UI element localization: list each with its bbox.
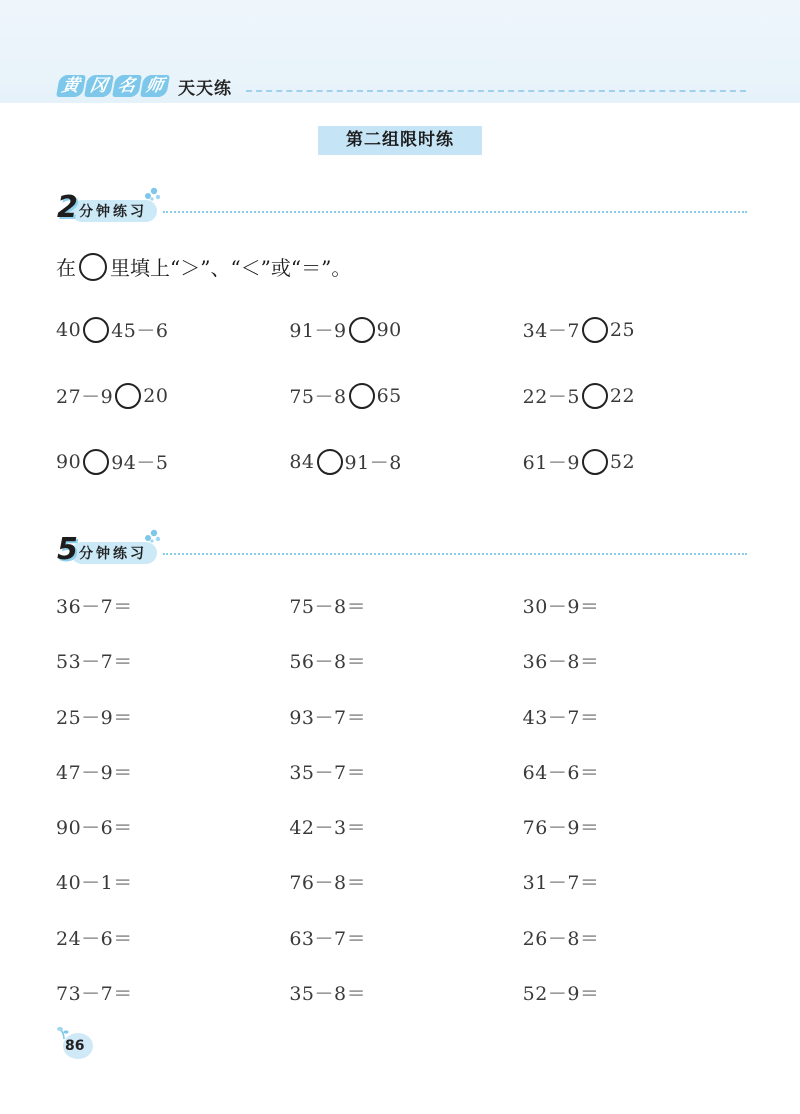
water-splash-icon (143, 186, 161, 202)
brand (58, 74, 232, 98)
page-number-badge (56, 1026, 100, 1062)
answer-circle[interactable] (83, 449, 109, 475)
compare-row (56, 448, 756, 514)
subtraction-row (56, 758, 756, 813)
instruction-text-start: 在 (56, 256, 76, 280)
answer-circle[interactable] (582, 449, 608, 475)
compare-right: 45－6 (111, 320, 169, 342)
compare-left: 40 (56, 318, 82, 341)
subtraction-grid (56, 592, 756, 1034)
subtraction-problem: 26－8＝ (522, 927, 600, 950)
brand-char: 黄 (56, 75, 86, 97)
answer-circle[interactable] (582, 317, 608, 343)
brand-series: 天天练 (178, 78, 232, 99)
subtraction-row (56, 813, 756, 868)
compare-item (523, 316, 756, 343)
compare-left: 61－9 (522, 452, 580, 474)
compare-left: 90 (56, 450, 82, 473)
subtraction-problem: 24－6＝ (56, 927, 133, 950)
compare-right: 52 (609, 450, 636, 473)
compare-right: 25 (609, 318, 636, 341)
subtraction-problem: 52－9＝ (522, 983, 600, 1006)
subtraction-problem: 75－8＝ (289, 596, 367, 618)
instruction-text-end: 里填上“＞”、“＜”或“＝”。 (110, 256, 352, 280)
compare-left: 22－5 (522, 386, 580, 408)
subtraction-problem: 40－1＝ (56, 872, 133, 895)
brand-logo (58, 75, 168, 97)
compare-left: 84 (289, 450, 315, 473)
section-rule (163, 553, 747, 555)
subtraction-problem: 42－3＝ (289, 817, 367, 840)
compare-right: 20 (143, 384, 169, 407)
water-splash-icon (143, 528, 161, 544)
compare-right: 65 (376, 384, 402, 407)
section-label: 分钟练习 (79, 204, 147, 220)
subtraction-problem: 93－7＝ (289, 706, 367, 729)
section-label: 分钟练习 (79, 546, 147, 562)
header-rule (246, 90, 746, 92)
answer-circle[interactable] (582, 383, 608, 409)
subtraction-problem: 53－7＝ (56, 651, 133, 674)
compare-left: 27－9 (56, 386, 114, 408)
subtraction-problem: 90－6＝ (56, 817, 133, 840)
answer-circle[interactable] (349, 317, 375, 343)
subtraction-problem: 47－9＝ (56, 761, 133, 784)
compare-item (56, 316, 289, 343)
subtraction-problem: 30－9＝ (522, 596, 600, 618)
answer-circle[interactable] (317, 449, 343, 475)
section-number: 5 (57, 532, 78, 567)
answer-circle-icon (79, 253, 107, 281)
answer-circle[interactable] (115, 383, 141, 409)
compare-item (56, 448, 289, 475)
subtraction-problem: 35－8＝ (289, 983, 367, 1006)
subtraction-problem: 63－7＝ (289, 927, 367, 950)
subtraction-problem: 36－8＝ (522, 651, 600, 674)
compare-item (289, 316, 522, 343)
subtraction-problem: 73－7＝ (56, 983, 133, 1006)
subtraction-row (56, 703, 756, 758)
section-number: 2 (57, 190, 78, 225)
section-badge (55, 190, 159, 225)
subtraction-problem: 76－8＝ (289, 872, 367, 895)
section-badge (55, 532, 159, 567)
subtraction-problem: 64－6＝ (522, 761, 600, 784)
compare-left: 91－9 (289, 320, 347, 342)
subtraction-row (56, 979, 756, 1034)
compare-item (289, 382, 522, 409)
subtraction-row (56, 592, 756, 647)
compare-right: 91－8 (344, 452, 402, 474)
compare-row (56, 382, 756, 448)
compare-right: 22 (609, 384, 636, 407)
compare-grid (56, 316, 756, 514)
compare-left: 34－7 (522, 320, 580, 342)
subtraction-problem: 56－8＝ (289, 651, 367, 674)
subtraction-problem: 43－7＝ (522, 706, 600, 729)
section-rule (163, 211, 747, 213)
compare-item (523, 382, 756, 409)
compare-left: 75－8 (289, 386, 347, 408)
page-number: 86 (65, 1038, 85, 1054)
compare-item (289, 448, 522, 475)
compare-item (56, 382, 289, 409)
section-heading-2min (55, 190, 755, 230)
subtraction-problem: 31－7＝ (522, 872, 600, 895)
section-heading-5min (55, 532, 755, 572)
subtraction-problem: 35－7＝ (289, 761, 367, 784)
brand-char: 冈 (84, 75, 114, 97)
subtraction-row (56, 647, 756, 702)
compare-item (523, 448, 756, 475)
subtraction-problem: 25－9＝ (56, 706, 133, 729)
subtraction-problem: 36－7＝ (56, 596, 133, 618)
subtraction-row (56, 924, 756, 979)
answer-circle[interactable] (83, 317, 109, 343)
brand-char: 名 (112, 75, 142, 97)
compare-row (56, 316, 756, 382)
subtraction-row (56, 868, 756, 923)
brand-char: 师 (140, 75, 170, 97)
instruction (56, 252, 351, 281)
answer-circle[interactable] (349, 383, 375, 409)
page-title: 第二组限时练 (318, 126, 482, 155)
subtraction-problem: 76－9＝ (522, 817, 600, 840)
compare-right: 94－5 (111, 452, 169, 474)
compare-right: 90 (376, 318, 402, 341)
